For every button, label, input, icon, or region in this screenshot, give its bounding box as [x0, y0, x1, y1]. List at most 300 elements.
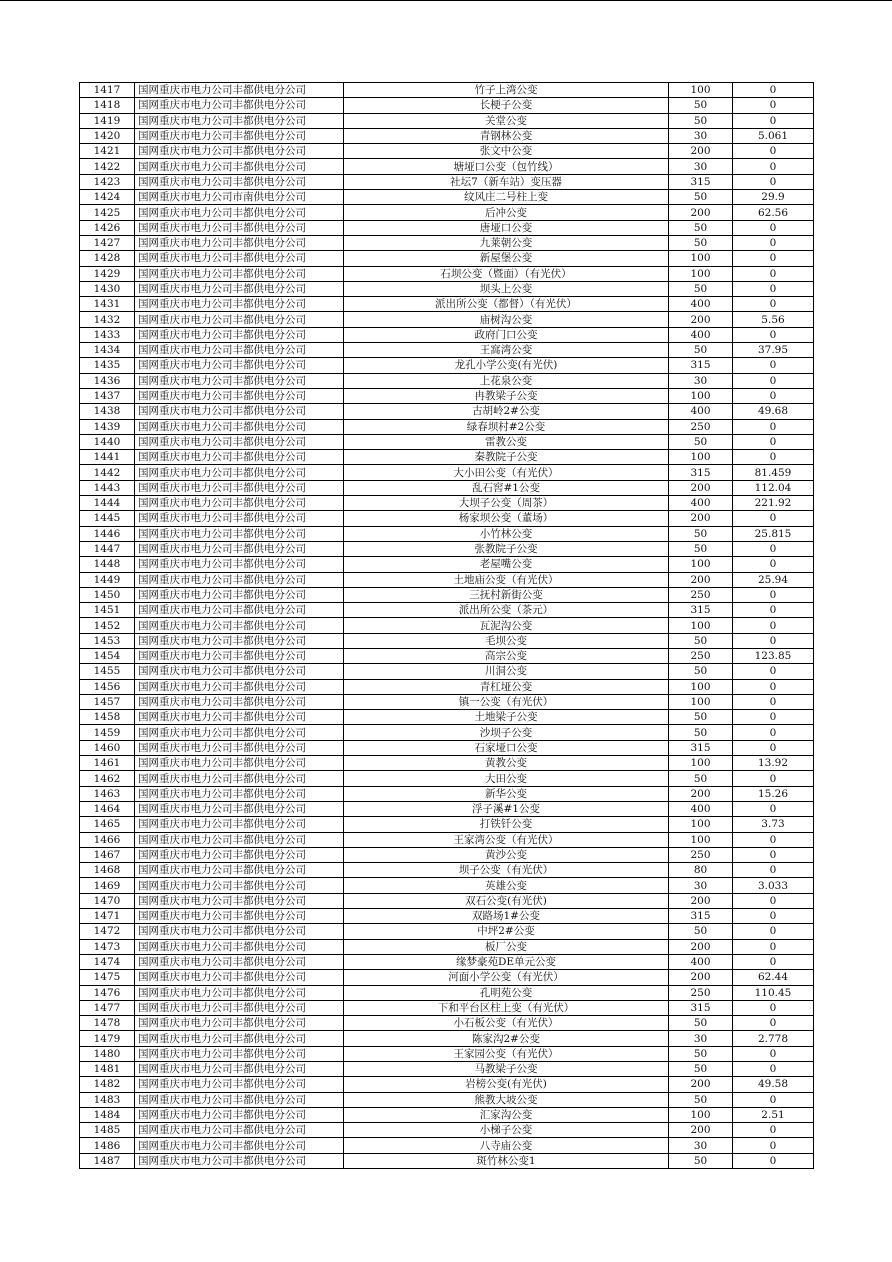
- company-cell: 国网重庆市电力公司丰都供电分公司: [135, 144, 344, 159]
- table-row: [80, 694, 814, 709]
- capacity-cell: 100: [669, 832, 733, 847]
- value-cell: 0: [733, 1062, 814, 1077]
- company-cell: 国网重庆市电力公司丰都供电分公司: [135, 98, 344, 113]
- capacity-cell: 50: [669, 1153, 733, 1168]
- capacity-cell: 400: [669, 954, 733, 969]
- transformer-name-cell: 川洞公变: [344, 664, 669, 679]
- capacity-cell: 315: [669, 465, 733, 480]
- row-id-cell: 1434: [80, 343, 135, 358]
- value-cell: 25.815: [733, 526, 814, 541]
- transformer-name-cell: 张教院子公变: [344, 541, 669, 556]
- capacity-cell: 315: [669, 1000, 733, 1015]
- capacity-cell: 50: [669, 1092, 733, 1107]
- value-cell: 0: [733, 450, 814, 465]
- transformer-name-cell: 中坪2#公变: [344, 924, 669, 939]
- table-row: [80, 939, 814, 954]
- table-row: [80, 266, 814, 281]
- row-id-cell: 1466: [80, 832, 135, 847]
- company-cell: 国网重庆市电力公司丰都供电分公司: [135, 909, 344, 924]
- value-cell: 0: [733, 618, 814, 633]
- capacity-cell: 50: [669, 771, 733, 786]
- capacity-cell: 100: [669, 679, 733, 694]
- row-id-cell: 1470: [80, 893, 135, 908]
- transformer-name-cell: 土地梁子公变: [344, 710, 669, 725]
- table-row: [80, 985, 814, 1000]
- company-cell: 国网重庆市电力公司丰都供电分公司: [135, 756, 344, 771]
- company-cell: 国网重庆市电力公司丰都供电分公司: [135, 1153, 344, 1168]
- value-cell: 0: [733, 801, 814, 816]
- transformer-name-cell: 熊教大坡公变: [344, 1092, 669, 1107]
- value-cell: 0: [733, 541, 814, 556]
- capacity-cell: 315: [669, 174, 733, 189]
- table-row: [80, 740, 814, 755]
- company-cell: 国网重庆市电力公司丰都供电分公司: [135, 924, 344, 939]
- capacity-cell: 400: [669, 297, 733, 312]
- row-id-cell: 1461: [80, 756, 135, 771]
- table-row: [80, 1092, 814, 1107]
- capacity-cell: 400: [669, 801, 733, 816]
- row-id-cell: 1479: [80, 1031, 135, 1046]
- value-cell: 0: [733, 939, 814, 954]
- company-cell: 国网重庆市电力公司丰都供电分公司: [135, 281, 344, 296]
- row-id-cell: 1427: [80, 235, 135, 250]
- row-id-cell: 1482: [80, 1077, 135, 1092]
- company-cell: 国网重庆市电力公司丰都供电分公司: [135, 557, 344, 572]
- company-cell: 国网重庆市电力公司丰都供电分公司: [135, 174, 344, 189]
- value-cell: 0: [733, 419, 814, 434]
- transformer-name-cell: 长梗子公变: [344, 98, 669, 113]
- transformer-name-cell: 大坝子公变（周茶）: [344, 496, 669, 511]
- capacity-cell: 200: [669, 1077, 733, 1092]
- table-row: [80, 893, 814, 908]
- row-id-cell: 1438: [80, 404, 135, 419]
- transformer-name-cell: 绿春坝村#2公变: [344, 419, 669, 434]
- company-cell: 国网重庆市电力公司丰都供电分公司: [135, 312, 344, 327]
- row-id-cell: 1484: [80, 1107, 135, 1122]
- transformer-name-cell: 陈家沟2#公变: [344, 1031, 669, 1046]
- company-cell: 国网重庆市电力公司丰都供电分公司: [135, 710, 344, 725]
- row-id-cell: 1468: [80, 863, 135, 878]
- row-id-cell: 1443: [80, 480, 135, 495]
- company-cell: 国网重庆市电力公司丰都供电分公司: [135, 419, 344, 434]
- transformer-name-cell: 新华公变: [344, 786, 669, 801]
- transformer-name-cell: 社坛7（新车站）变压器: [344, 174, 669, 189]
- transformer-name-cell: 关堂公变: [344, 113, 669, 128]
- table-row: [80, 817, 814, 832]
- value-cell: 5.56: [733, 312, 814, 327]
- capacity-cell: 100: [669, 266, 733, 281]
- row-id-cell: 1442: [80, 465, 135, 480]
- transformer-name-cell: 石坝公变（暨面）（有光伏）: [344, 266, 669, 281]
- value-cell: 0: [733, 144, 814, 159]
- value-cell: 0: [733, 373, 814, 388]
- transformer-name-cell: 毛坝公变: [344, 633, 669, 648]
- capacity-cell: 200: [669, 970, 733, 985]
- value-cell: 0: [733, 1153, 814, 1168]
- transformer-name-cell: 小石板公变（有光伏）: [344, 1016, 669, 1031]
- capacity-cell: 30: [669, 128, 733, 143]
- transformer-name-cell: 王家湾公变（有光伏）: [344, 832, 669, 847]
- capacity-cell: 250: [669, 648, 733, 663]
- capacity-cell: 50: [669, 281, 733, 296]
- transformer-name-cell: 石家垭口公变: [344, 740, 669, 755]
- transformer-name-cell: 后冲公变: [344, 205, 669, 220]
- capacity-cell: 30: [669, 159, 733, 174]
- row-id-cell: 1486: [80, 1138, 135, 1153]
- company-cell: 国网重庆市电力公司丰都供电分公司: [135, 664, 344, 679]
- transformer-name-cell: 纹风庄二号柱上变: [344, 190, 669, 205]
- table-row: [80, 970, 814, 985]
- transformer-name-cell: 竹子上湾公变: [344, 83, 669, 98]
- company-cell: 国网重庆市电力公司丰都供电分公司: [135, 985, 344, 1000]
- row-id-cell: 1432: [80, 312, 135, 327]
- capacity-cell: 50: [669, 98, 733, 113]
- row-id-cell: 1487: [80, 1153, 135, 1168]
- capacity-cell: 200: [669, 1123, 733, 1138]
- capacity-cell: 100: [669, 694, 733, 709]
- table-row: [80, 1107, 814, 1122]
- company-cell: 国网重庆市电力公司丰都供电分公司: [135, 128, 344, 143]
- row-id-cell: 1425: [80, 205, 135, 220]
- value-cell: 0: [733, 251, 814, 266]
- row-id-cell: 1476: [80, 985, 135, 1000]
- transformer-name-cell: 坝头上公变: [344, 281, 669, 296]
- capacity-cell: 50: [669, 710, 733, 725]
- company-cell: 国网重庆市电力公司丰都供电分公司: [135, 954, 344, 969]
- table-row: [80, 496, 814, 511]
- company-cell: 国网重庆市电力公司丰都供电分公司: [135, 404, 344, 419]
- table-row: [80, 618, 814, 633]
- table-row: [80, 159, 814, 174]
- table-row: [80, 358, 814, 373]
- value-cell: 112.04: [733, 480, 814, 495]
- transformer-name-cell: 小竹林公变: [344, 526, 669, 541]
- value-cell: 0: [733, 740, 814, 755]
- capacity-cell: 200: [669, 205, 733, 220]
- row-id-cell: 1417: [80, 83, 135, 98]
- table-row: [80, 587, 814, 602]
- row-id-cell: 1422: [80, 159, 135, 174]
- value-cell: 0: [733, 281, 814, 296]
- row-id-cell: 1454: [80, 648, 135, 663]
- table-row: [80, 924, 814, 939]
- capacity-cell: 315: [669, 740, 733, 755]
- value-cell: 0: [733, 664, 814, 679]
- row-id-cell: 1426: [80, 220, 135, 235]
- value-cell: 2.51: [733, 1107, 814, 1122]
- company-cell: 国网重庆市电力公司丰都供电分公司: [135, 388, 344, 403]
- capacity-cell: 50: [669, 235, 733, 250]
- value-cell: 0: [733, 771, 814, 786]
- value-cell: 0: [733, 1016, 814, 1031]
- transformer-name-cell: 河面小学公变（有光伏）: [344, 970, 669, 985]
- transformer-name-cell: 镇一公变（有光伏）: [344, 694, 669, 709]
- row-id-cell: 1447: [80, 541, 135, 556]
- table-row: [80, 235, 814, 250]
- company-cell: 国网重庆市电力公司丰都供电分公司: [135, 526, 344, 541]
- table-row: [80, 1153, 814, 1168]
- transformer-name-cell: 小梯子公变: [344, 1123, 669, 1138]
- value-cell: 0: [733, 358, 814, 373]
- transformer-name-cell: 大田公变: [344, 771, 669, 786]
- table-row: [80, 404, 814, 419]
- row-id-cell: 1460: [80, 740, 135, 755]
- value-cell: 0: [733, 603, 814, 618]
- row-id-cell: 1421: [80, 144, 135, 159]
- value-cell: 0: [733, 235, 814, 250]
- company-cell: 国网重庆市电力公司丰都供电分公司: [135, 679, 344, 694]
- capacity-cell: 315: [669, 358, 733, 373]
- table-row: [80, 909, 814, 924]
- table-row: [80, 83, 814, 98]
- capacity-cell: 30: [669, 1138, 733, 1153]
- company-cell: 国网重庆市电力公司丰都供电分公司: [135, 832, 344, 847]
- capacity-cell: 100: [669, 618, 733, 633]
- value-cell: 29.9: [733, 190, 814, 205]
- capacity-cell: 100: [669, 756, 733, 771]
- value-cell: 49.58: [733, 1077, 814, 1092]
- company-cell: 国网重庆市电力公司丰都供电分公司: [135, 801, 344, 816]
- value-cell: 221.92: [733, 496, 814, 511]
- transformer-name-cell: 岩榜公变(有光伏): [344, 1077, 669, 1092]
- transformer-name-cell: 瓦泥沟公变: [344, 618, 669, 633]
- capacity-cell: 200: [669, 786, 733, 801]
- company-cell: 国网重庆市电力公司丰都供电分公司: [135, 1062, 344, 1077]
- transformer-name-cell: 张文中公变: [344, 144, 669, 159]
- company-cell: 国网重庆市电力公司丰都供电分公司: [135, 893, 344, 908]
- value-cell: 0: [733, 1092, 814, 1107]
- transformer-name-cell: 沙坝子公变: [344, 725, 669, 740]
- company-cell: 国网重庆市电力公司市南供电分公司: [135, 190, 344, 205]
- row-id-cell: 1457: [80, 694, 135, 709]
- capacity-cell: 50: [669, 526, 733, 541]
- capacity-cell: 200: [669, 312, 733, 327]
- capacity-cell: 315: [669, 909, 733, 924]
- value-cell: 0: [733, 1138, 814, 1153]
- table-row: [80, 801, 814, 816]
- value-cell: 0: [733, 633, 814, 648]
- company-cell: 国网重庆市电力公司丰都供电分公司: [135, 480, 344, 495]
- value-cell: 3.033: [733, 878, 814, 893]
- transformer-name-cell: 英雄公变: [344, 878, 669, 893]
- table-row: [80, 1016, 814, 1031]
- transformer-name-cell: 派出所公变（都督）（有光伏）: [344, 297, 669, 312]
- company-cell: 国网重庆市电力公司丰都供电分公司: [135, 725, 344, 740]
- table-row: [80, 1077, 814, 1092]
- capacity-cell: 100: [669, 251, 733, 266]
- row-id-cell: 1419: [80, 113, 135, 128]
- transformer-name-cell: 下和平台区柱上变（有光伏）: [344, 1000, 669, 1015]
- value-cell: 2.778: [733, 1031, 814, 1046]
- table-row: [80, 526, 814, 541]
- capacity-cell: 100: [669, 388, 733, 403]
- value-cell: 0: [733, 863, 814, 878]
- row-id-cell: 1475: [80, 970, 135, 985]
- company-cell: 国网重庆市电力公司丰都供电分公司: [135, 159, 344, 174]
- transformer-name-cell: 坝子公变（有光伏）: [344, 863, 669, 878]
- company-cell: 国网重庆市电力公司丰都供电分公司: [135, 327, 344, 342]
- value-cell: 13.92: [733, 756, 814, 771]
- company-cell: 国网重庆市电力公司丰都供电分公司: [135, 1000, 344, 1015]
- value-cell: 123.85: [733, 648, 814, 663]
- value-cell: 0: [733, 266, 814, 281]
- company-cell: 国网重庆市电力公司丰都供电分公司: [135, 1107, 344, 1122]
- company-cell: 国网重庆市电力公司丰都供电分公司: [135, 83, 344, 98]
- company-cell: 国网重庆市电力公司丰都供电分公司: [135, 618, 344, 633]
- row-id-cell: 1455: [80, 664, 135, 679]
- transformer-name-cell: 青杠垭公变: [344, 679, 669, 694]
- transformer-name-cell: 老屋嘴公变: [344, 557, 669, 572]
- table-row: [80, 251, 814, 266]
- row-id-cell: 1430: [80, 281, 135, 296]
- company-cell: 国网重庆市电力公司丰都供电分公司: [135, 343, 344, 358]
- company-cell: 国网重庆市电力公司丰都供电分公司: [135, 878, 344, 893]
- table-row: [80, 480, 814, 495]
- table-row: [80, 327, 814, 342]
- page-top-border: [0, 0, 892, 1]
- table-row: [80, 664, 814, 679]
- value-cell: 0: [733, 297, 814, 312]
- table-row: [80, 297, 814, 312]
- company-cell: 国网重庆市电力公司丰都供电分公司: [135, 434, 344, 449]
- table-row: [80, 603, 814, 618]
- transformer-name-cell: 冉教梁子公变: [344, 388, 669, 403]
- company-cell: 国网重庆市电力公司丰都供电分公司: [135, 1077, 344, 1092]
- company-cell: 国网重庆市电力公司丰都供电分公司: [135, 572, 344, 587]
- table-row: [80, 1046, 814, 1061]
- capacity-cell: 50: [669, 1046, 733, 1061]
- value-cell: 0: [733, 1046, 814, 1061]
- table-row: [80, 756, 814, 771]
- company-cell: 国网重庆市电力公司丰都供电分公司: [135, 251, 344, 266]
- capacity-cell: 30: [669, 878, 733, 893]
- row-id-cell: 1459: [80, 725, 135, 740]
- value-cell: 0: [733, 1123, 814, 1138]
- table-row: [80, 343, 814, 358]
- value-cell: 0: [733, 893, 814, 908]
- capacity-cell: 200: [669, 893, 733, 908]
- capacity-cell: 200: [669, 572, 733, 587]
- table-row: [80, 771, 814, 786]
- row-id-cell: 1448: [80, 557, 135, 572]
- table-row: [80, 832, 814, 847]
- value-cell: 0: [733, 511, 814, 526]
- company-cell: 国网重庆市电力公司丰都供电分公司: [135, 113, 344, 128]
- capacity-cell: 100: [669, 817, 733, 832]
- row-id-cell: 1452: [80, 618, 135, 633]
- row-id-cell: 1485: [80, 1123, 135, 1138]
- table-row: [80, 128, 814, 143]
- table-row: [80, 1000, 814, 1015]
- company-cell: 国网重庆市电力公司丰都供电分公司: [135, 1123, 344, 1138]
- row-id-cell: 1465: [80, 817, 135, 832]
- company-cell: 国网重庆市电力公司丰都供电分公司: [135, 220, 344, 235]
- transformer-name-cell: 打铁钎公变: [344, 817, 669, 832]
- company-cell: 国网重庆市电力公司丰都供电分公司: [135, 817, 344, 832]
- row-id-cell: 1472: [80, 924, 135, 939]
- table-row: [80, 373, 814, 388]
- row-id-cell: 1420: [80, 128, 135, 143]
- company-cell: 国网重庆市电力公司丰都供电分公司: [135, 970, 344, 985]
- transformer-name-cell: 黄沙公变: [344, 847, 669, 862]
- value-cell: 0: [733, 679, 814, 694]
- capacity-cell: 50: [669, 1062, 733, 1077]
- value-cell: 0: [733, 434, 814, 449]
- value-cell: 0: [733, 587, 814, 602]
- value-cell: 0: [733, 174, 814, 189]
- transformer-name-cell: 斑竹林公变1: [344, 1153, 669, 1168]
- capacity-cell: 400: [669, 404, 733, 419]
- table-row: [80, 541, 814, 556]
- value-cell: 62.44: [733, 970, 814, 985]
- transformer-name-cell: 大小田公变（有光伏）: [344, 465, 669, 480]
- transformer-name-cell: 杨家坝公变（董场）: [344, 511, 669, 526]
- transformer-name-cell: 政府门口公变: [344, 327, 669, 342]
- company-cell: 国网重庆市电力公司丰都供电分公司: [135, 205, 344, 220]
- capacity-cell: 200: [669, 480, 733, 495]
- row-id-cell: 1431: [80, 297, 135, 312]
- transformer-name-cell: 庙树沟公变: [344, 312, 669, 327]
- transformer-name-cell: 板厂公变: [344, 939, 669, 954]
- transformer-name-cell: 缘梦豪苑DE单元公变: [344, 954, 669, 969]
- value-cell: 0: [733, 909, 814, 924]
- table-row: [80, 113, 814, 128]
- table-row: [80, 725, 814, 740]
- value-cell: 25.94: [733, 572, 814, 587]
- row-id-cell: 1456: [80, 679, 135, 694]
- transformer-name-cell: 龙孔小学公变(有光伏): [344, 358, 669, 373]
- value-cell: 0: [733, 694, 814, 709]
- capacity-cell: 50: [669, 541, 733, 556]
- table-row: [80, 312, 814, 327]
- company-cell: 国网重庆市电力公司丰都供电分公司: [135, 373, 344, 388]
- table-row: [80, 281, 814, 296]
- table-row: [80, 633, 814, 648]
- transformer-name-cell: 九莱朝公变: [344, 235, 669, 250]
- value-cell: 0: [733, 710, 814, 725]
- capacity-cell: 50: [669, 434, 733, 449]
- table-row: [80, 388, 814, 403]
- row-id-cell: 1474: [80, 954, 135, 969]
- row-id-cell: 1433: [80, 327, 135, 342]
- transformer-name-cell: 孔明苑公变: [344, 985, 669, 1000]
- capacity-cell: 80: [669, 863, 733, 878]
- transformer-name-cell: 三抚村新街公变: [344, 587, 669, 602]
- capacity-cell: 200: [669, 144, 733, 159]
- company-cell: 国网重庆市电力公司丰都供电分公司: [135, 1046, 344, 1061]
- value-cell: 0: [733, 557, 814, 572]
- row-id-cell: 1467: [80, 847, 135, 862]
- company-cell: 国网重庆市电力公司丰都供电分公司: [135, 633, 344, 648]
- value-cell: 5.061: [733, 128, 814, 143]
- company-cell: 国网重庆市电力公司丰都供电分公司: [135, 1031, 344, 1046]
- transformer-name-cell: 雷教公变: [344, 434, 669, 449]
- row-id-cell: 1478: [80, 1016, 135, 1031]
- row-id-cell: 1428: [80, 251, 135, 266]
- row-id-cell: 1481: [80, 1062, 135, 1077]
- row-id-cell: 1450: [80, 587, 135, 602]
- capacity-cell: 250: [669, 419, 733, 434]
- value-cell: 0: [733, 832, 814, 847]
- capacity-cell: 315: [669, 603, 733, 618]
- value-cell: 0: [733, 847, 814, 862]
- company-cell: 国网重庆市电力公司丰都供电分公司: [135, 1016, 344, 1031]
- value-cell: 0: [733, 388, 814, 403]
- capacity-cell: 200: [669, 939, 733, 954]
- row-id-cell: 1418: [80, 98, 135, 113]
- row-id-cell: 1483: [80, 1092, 135, 1107]
- table-row: [80, 710, 814, 725]
